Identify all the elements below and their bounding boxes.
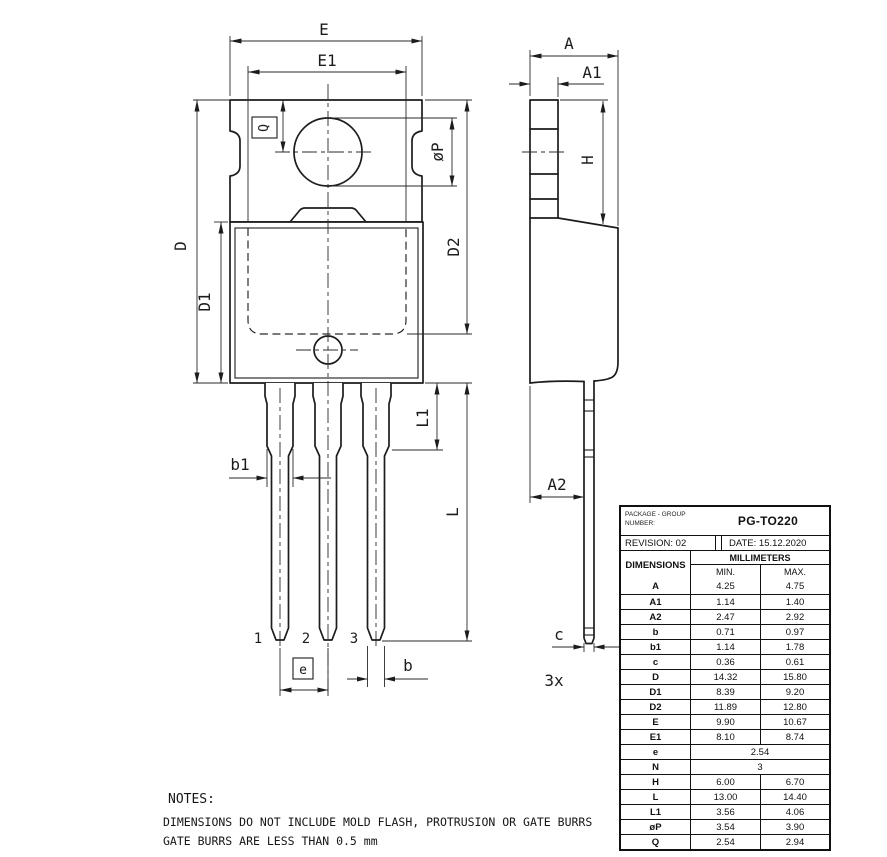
package-header-row	[621, 507, 829, 535]
dim-label-D1: D1	[195, 292, 214, 312]
table-cell: 0.61	[785, 656, 805, 668]
table-row	[621, 789, 829, 804]
table-cell: 4.25	[691, 579, 761, 594]
table-cell: 1.14	[691, 595, 761, 609]
dim-label-A2: A2	[547, 475, 567, 494]
table-cell: H	[621, 775, 691, 789]
dim-label-b1: b1	[230, 455, 250, 474]
table-cell: 4.06	[785, 806, 805, 818]
side-view-drawing	[509, 34, 621, 690]
dim-label-c: c	[554, 625, 564, 644]
revision-row	[621, 535, 829, 550]
dimension-table	[619, 505, 831, 851]
table-cell: 0.36	[691, 655, 761, 669]
dimension-rows	[621, 579, 829, 849]
table-cell: 1.14	[691, 640, 761, 654]
dim-b	[347, 646, 428, 687]
table-cell: 14.40	[783, 791, 807, 803]
table-cell: c	[621, 655, 691, 669]
table-cell: b1	[621, 640, 691, 654]
table-row	[621, 819, 829, 834]
dim-label-D: D	[171, 241, 190, 251]
pin-number-2: 2	[301, 631, 311, 647]
dim-label-L1: L1	[413, 408, 432, 428]
table-cell: 11.89	[691, 700, 761, 714]
table-cell: 2.54	[691, 835, 761, 849]
table-cell: 14.32	[691, 670, 761, 684]
table-cell: D	[621, 670, 691, 684]
max-header: MAX.	[783, 567, 806, 577]
table-row	[621, 684, 829, 699]
table-row	[621, 639, 829, 654]
side-body-back	[609, 228, 618, 379]
table-cell: E1	[621, 730, 691, 744]
table-cell: 0.71	[691, 625, 761, 639]
notes	[163, 792, 592, 850]
table-cell: 6.00	[691, 775, 761, 789]
table-cell: 8.39	[691, 685, 761, 699]
table-cell: 2.47	[691, 610, 761, 624]
dim-label-D2: D2	[444, 237, 463, 257]
side-body-bottom	[530, 381, 584, 383]
table-cell: 2.92	[785, 611, 805, 623]
table-row	[621, 624, 829, 639]
table-row	[621, 744, 829, 759]
dim-label-Q: Q	[257, 124, 272, 132]
table-cell: A2	[621, 610, 691, 624]
columns-header-row	[621, 550, 829, 579]
table-cell: D2	[621, 700, 691, 714]
table-cell: N	[621, 760, 691, 774]
table-cell: Q	[621, 835, 691, 849]
dim-label-P: øP	[428, 142, 447, 162]
table-cell: 3.56	[691, 805, 761, 819]
table-cell: 8.10	[691, 730, 761, 744]
dim-L1	[392, 383, 472, 450]
table-cell: 3.90	[785, 821, 805, 833]
table-cell: D1	[621, 685, 691, 699]
dim-label-A: A	[564, 34, 574, 53]
table-cell: L	[621, 790, 691, 804]
table-cell: 10.67	[783, 716, 807, 728]
table-cell: e	[621, 745, 691, 759]
front-view-drawing	[171, 20, 472, 696]
dim-A	[530, 34, 618, 226]
notes-line: GATE BURRS ARE LESS THAN 0.5 mm	[163, 833, 378, 848]
table-row	[621, 774, 829, 789]
side-tab-outline	[530, 100, 558, 383]
dim-label-E1: E1	[317, 51, 337, 70]
dimensions-header: DIMENSIONS	[621, 551, 691, 579]
table-cell: E	[621, 715, 691, 729]
table-cell: 13.00	[691, 790, 761, 804]
revision-value: REVISION: 02	[621, 536, 716, 550]
table-row	[621, 834, 829, 849]
dim-A1	[509, 63, 604, 97]
notes-title: NOTES:	[168, 792, 215, 807]
table-cell: 0.97	[785, 626, 805, 638]
dim-D1	[195, 222, 228, 383]
notes-line: DIMENSIONS DO NOT INCLUDE MOLD FLASH, PROTRUSION OR GATE BURRS	[163, 815, 593, 829]
min-header: MIN.	[691, 565, 761, 579]
dim-label-e: e	[299, 663, 307, 678]
table-row	[621, 804, 829, 819]
pin-number-1: 1	[253, 631, 263, 647]
pin-number-3: 3	[349, 631, 359, 647]
table-cell: 15.80	[783, 671, 807, 683]
side-pin	[584, 381, 594, 644]
table-row	[621, 654, 829, 669]
dim-c	[552, 625, 621, 652]
dim-label-L: L	[443, 507, 462, 517]
table-cell: 9.90	[691, 715, 761, 729]
table-cell: 6.70	[785, 776, 805, 788]
table-cell: øP	[621, 820, 691, 834]
table-row	[621, 594, 829, 609]
table-row	[621, 669, 829, 684]
table-cell: A	[621, 579, 691, 594]
table-row	[621, 699, 829, 714]
table-cell: A1	[621, 595, 691, 609]
units-header: MILLIMETERS	[691, 551, 829, 565]
table-cell: 2.54	[750, 746, 770, 758]
dim-H	[560, 100, 608, 224]
table-cell: 1.40	[785, 596, 805, 608]
dim-A2	[530, 386, 584, 503]
package-group-label: PACKAGE - GROUP NUMBER:	[625, 511, 686, 528]
table-cell: 1.78	[785, 641, 805, 653]
dim-label-H: H	[578, 155, 597, 165]
table-cell: 8.74	[785, 731, 805, 743]
table-row	[621, 579, 829, 594]
dim-label-E: E	[319, 20, 329, 39]
table-row	[621, 609, 829, 624]
table-cell: L1	[621, 805, 691, 819]
table-cell: 2.94	[785, 836, 805, 848]
date-value: DATE: 15.12.2020	[721, 536, 829, 550]
table-cell: 9.20	[785, 686, 805, 698]
table-cell: 3	[757, 761, 763, 773]
table-row	[621, 714, 829, 729]
table-cell: b	[621, 625, 691, 639]
lead-count-label: 3x	[544, 671, 564, 690]
dim-label-A1: A1	[582, 63, 602, 82]
side-body-chamfer	[558, 218, 618, 228]
table-cell: 3.54	[691, 820, 761, 834]
dim-e	[280, 648, 328, 696]
table-row	[621, 759, 829, 774]
package-name: PG-TO220	[737, 514, 799, 528]
table-row	[621, 729, 829, 744]
table-cell: 4.75	[785, 581, 805, 592]
dim-label-b: b	[403, 656, 413, 675]
table-cell: 12.80	[783, 701, 807, 713]
